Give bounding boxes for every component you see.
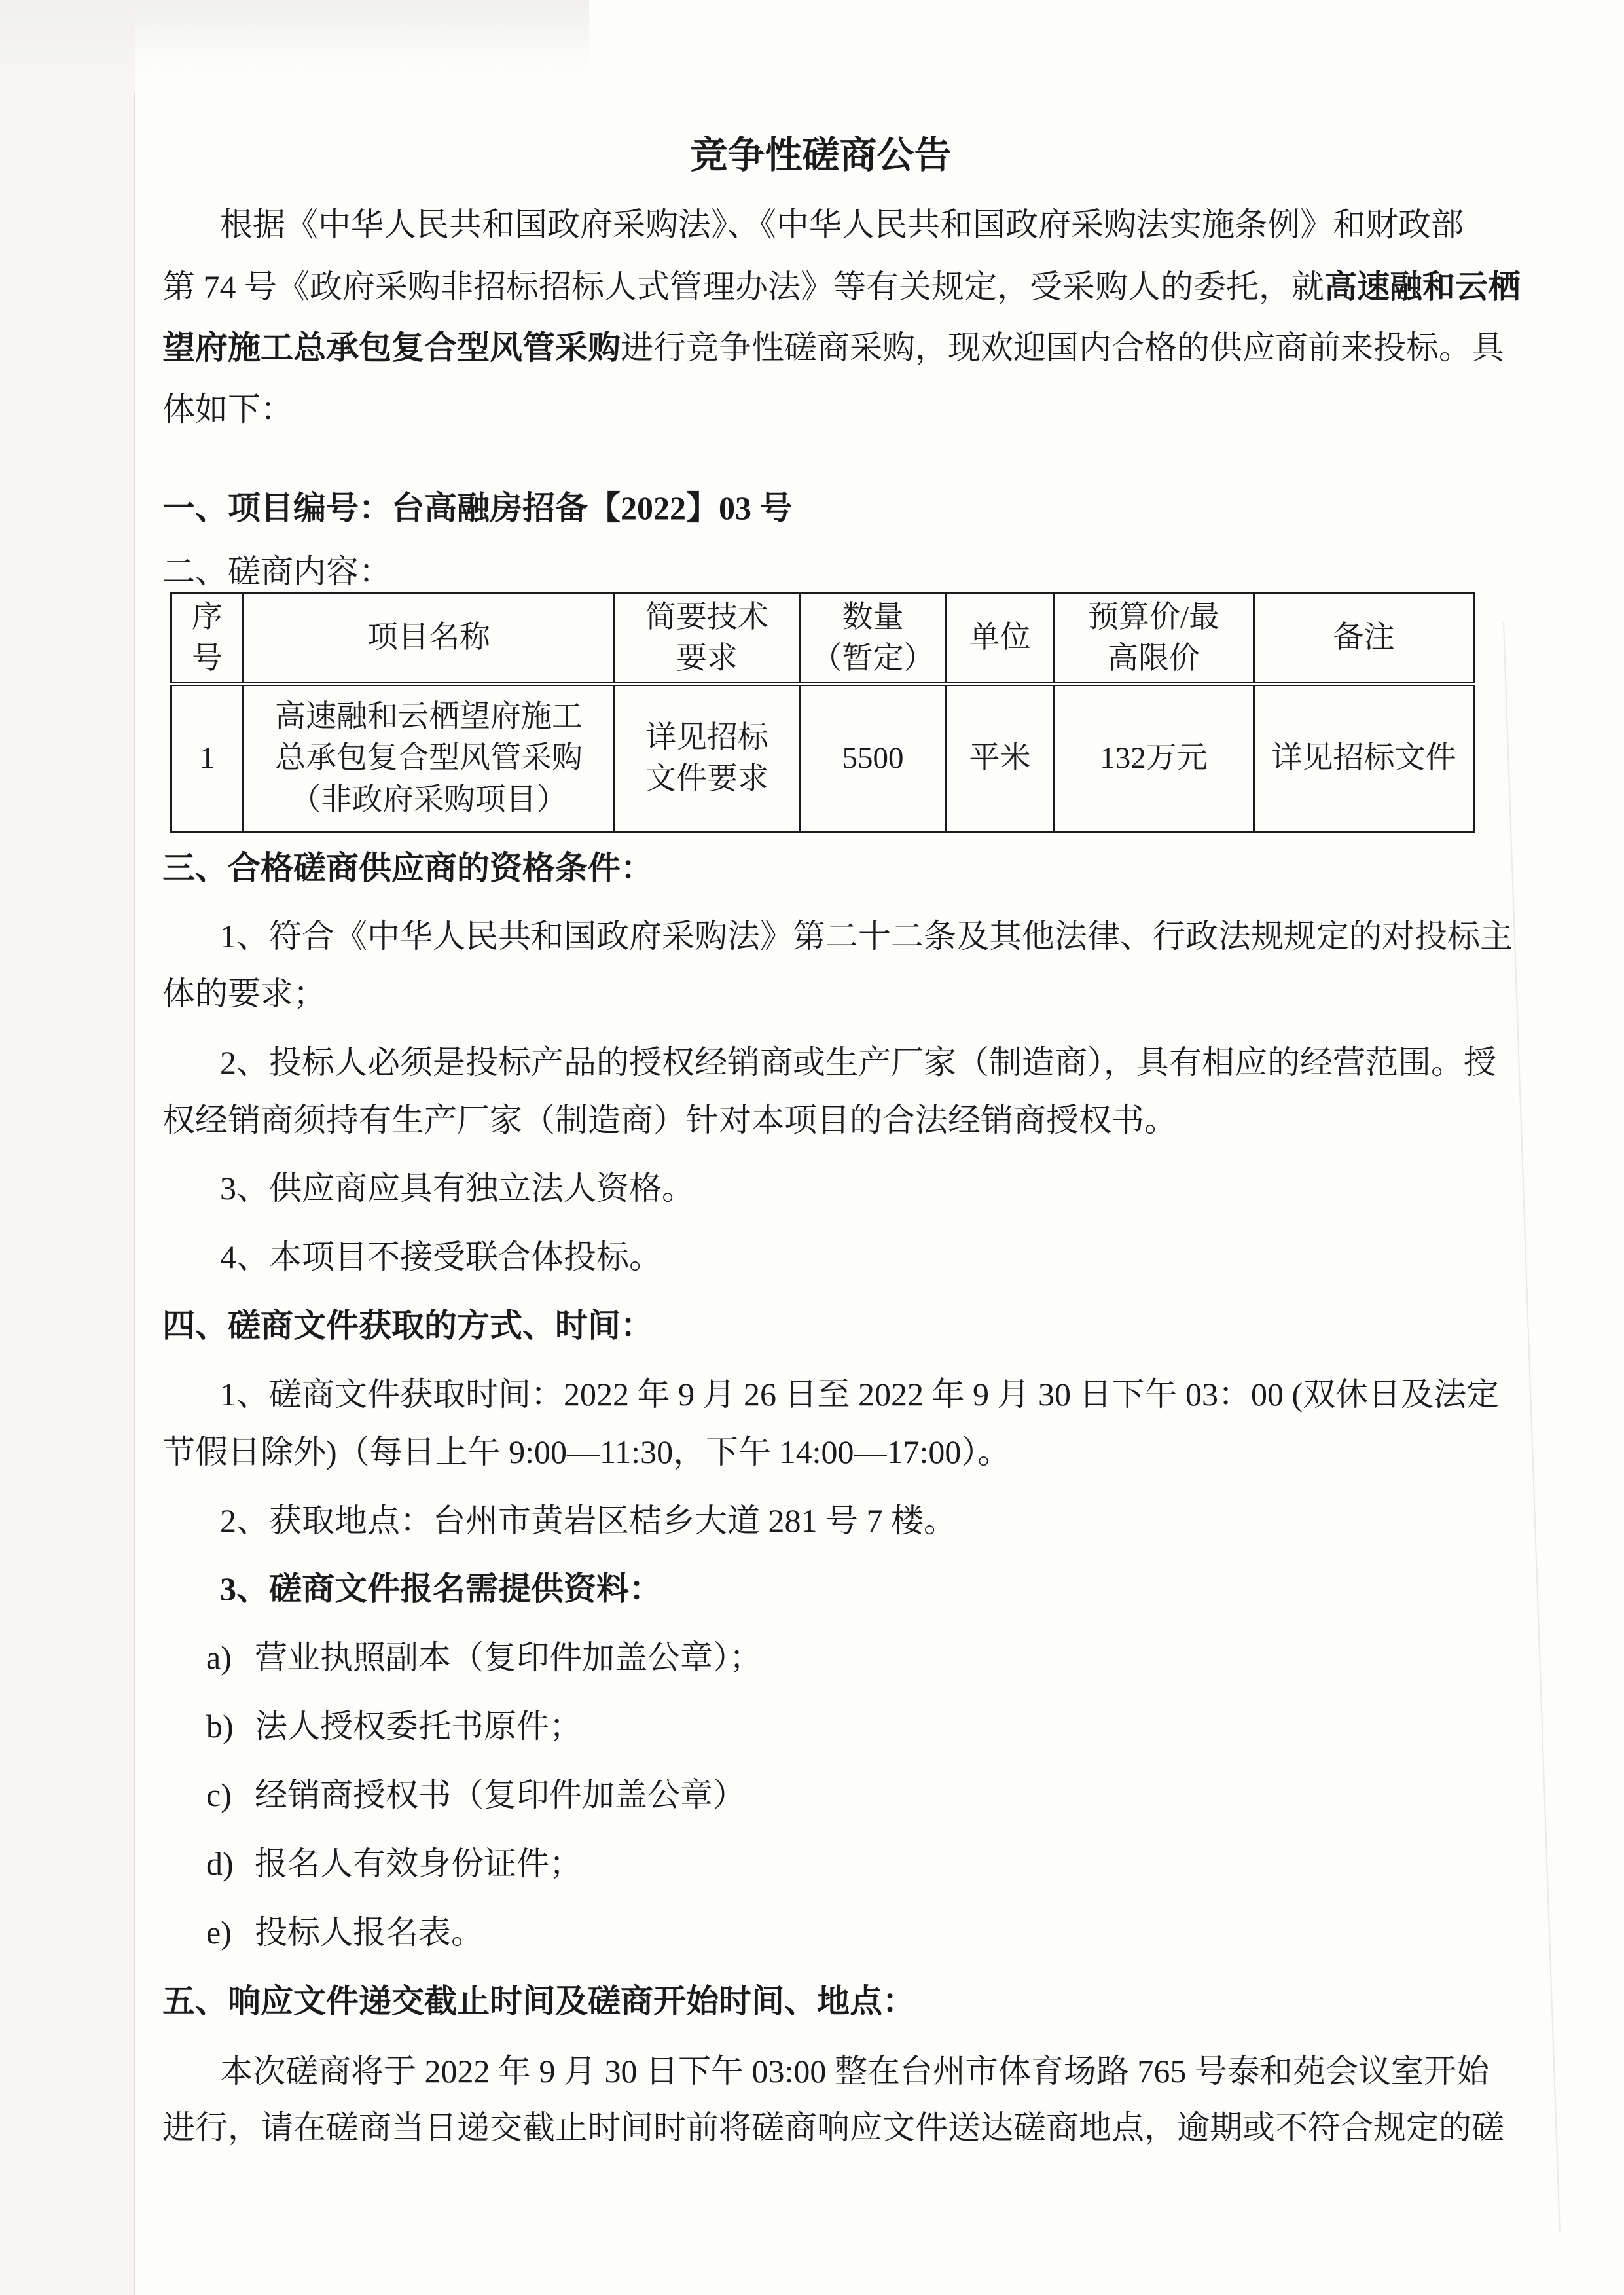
cell-quantity: 5500: [800, 684, 947, 833]
page-title: 竞争性磋商公告: [690, 135, 952, 176]
section-3-item-1-line-1: 1、符合《中华人民共和国政府采购法》第二十二条及其他法律、行政法规规定的对投标主: [220, 918, 1513, 954]
section-4-item-2: 2、获取地点：台州市黄岩区桔乡大道 281 号 7 楼。: [220, 1502, 956, 1539]
doc-list-item-b-text: 法人授权委托书原件；: [255, 1708, 582, 1744]
section-5-heading: 五、响应文件递交截止时间及磋商开始时间、地点：: [162, 1983, 915, 2019]
header-remarks: 备注: [1254, 594, 1474, 685]
intro-line-1: 根据《中华人民共和国政府采购法》、《中华人民共和国政府采购法实施条例》和财政部: [220, 206, 1464, 243]
doc-list-item-b-label: b): [206, 1708, 234, 1744]
scan-left-margin-shade: [0, 0, 135, 2295]
doc-list-item-d-label: d): [206, 1845, 234, 1882]
header-unit: 单位: [947, 594, 1054, 685]
section-4-item-1-line-2: 节假日除外)（每日上午 9:00—11:30，下午 14:00—17:00）。: [162, 1434, 1011, 1470]
intro-line-4: 体如下：: [162, 391, 293, 427]
table-header-row: [171, 594, 1474, 685]
intro-line-3-project-name: 望府施工总承包复合型风管采购: [162, 329, 621, 366]
section-5-para-line-1: 本次磋商将于 2022 年 9 月 30 日下午 03:00 整在台州市体育场路 765 号泰和苑会议室开始: [220, 2053, 1489, 2089]
cell-seq: 1: [171, 684, 244, 833]
doc-list-item-e: [206, 1914, 484, 1952]
intro-line-3: [162, 329, 1504, 367]
section-2-heading: 二、磋商内容：: [162, 553, 391, 590]
doc-list-item-c-label: c): [206, 1777, 232, 1813]
section-4-item-1-line-1: 1、磋商文件获取时间：2022 年 9 月 26 日至 2022 年 9 月 30 日下午 03：00 (双休日及法定: [220, 1376, 1500, 1413]
doc-list-item-e-text: 投标人报名表。: [255, 1914, 484, 1951]
intro-line-2-project-name: 高速融和云栖: [1324, 268, 1521, 305]
doc-list-item-c: [206, 1777, 746, 1815]
doc-list-item-a: [206, 1639, 762, 1677]
header-tech-requirements: 简要技术 要求: [615, 594, 800, 685]
section-3-item-3: 3、供应商应具有独立法人资格。: [220, 1170, 695, 1206]
cell-tech-requirements: 详见招标 文件要求: [615, 684, 800, 833]
section-4-item-3: 3、磋商文件报名需提供资料：: [220, 1570, 662, 1607]
scan-fold-line: [134, 92, 135, 2295]
section-4-heading: 四、磋商文件获取的方式、时间：: [162, 1307, 653, 1344]
header-budget-price: 预算价/最 高限价: [1054, 594, 1254, 685]
section-3-item-1-line-2: 体的要求；: [162, 975, 326, 1012]
section-3-item-4: 4、本项目不接受联合体投标。: [220, 1238, 662, 1275]
doc-list-item-a-label: a): [206, 1639, 232, 1676]
section-3-item-2-line-2: 权经销商须持有生产厂家（制造商）针对本项目的合法经销商授权书。: [162, 1102, 1177, 1138]
cell-unit: 平米: [947, 684, 1054, 833]
cell-budget-price: 132万元: [1054, 684, 1254, 833]
scan-page-edge-line: [1503, 622, 1561, 2232]
table-row: [171, 684, 1474, 833]
cell-project-name: 高速融和云栖望府施工 总承包复合型风管采购 （非政府采购项目）: [244, 684, 615, 833]
intro-line-2-normal: 第 74 号《政府采购非招标招标人式管理办法》等有关规定，受采购人的委托，就: [162, 268, 1324, 305]
doc-list-item-d: [206, 1845, 582, 1883]
doc-list-item-b: [206, 1708, 582, 1746]
negotiation-content-table: [170, 592, 1475, 833]
section-3-heading: 三、合格磋商供应商的资格条件：: [162, 850, 653, 886]
header-quantity: 数量 （暂定）: [800, 594, 947, 685]
doc-list-item-c-text: 经销商授权书（复印件加盖公章）: [255, 1777, 746, 1813]
cell-remarks: 详见招标文件: [1254, 684, 1474, 833]
doc-list-item-a-text: 营业执照副本（复印件加盖公章）；: [255, 1639, 762, 1676]
intro-line-3-normal: 进行竞争性磋商采购，现欢迎国内合格的供应商前来投标。具: [621, 329, 1504, 366]
scan-top-shadow: [0, 0, 589, 72]
doc-list-item-d-text: 报名人有效身份证件；: [255, 1845, 582, 1882]
section-5-para-line-2: 进行，请在磋商当日递交截止时间时前将磋商响应文件送达磋商地点，逾期或不符合规定的磋: [162, 2109, 1504, 2146]
doc-list-item-e-label: e): [206, 1914, 232, 1951]
header-project-name: 项目名称: [244, 594, 615, 685]
section-1-project-number: 一、项目编号：台高融房招备【2022】03 号: [162, 490, 793, 526]
intro-line-2: [162, 268, 1521, 306]
section-3-item-2-line-1: 2、投标人必须是投标产品的授权经销商或生产厂家（制造商），具有相应的经营范围。授: [220, 1044, 1496, 1081]
header-seq: 序 号: [171, 594, 244, 685]
